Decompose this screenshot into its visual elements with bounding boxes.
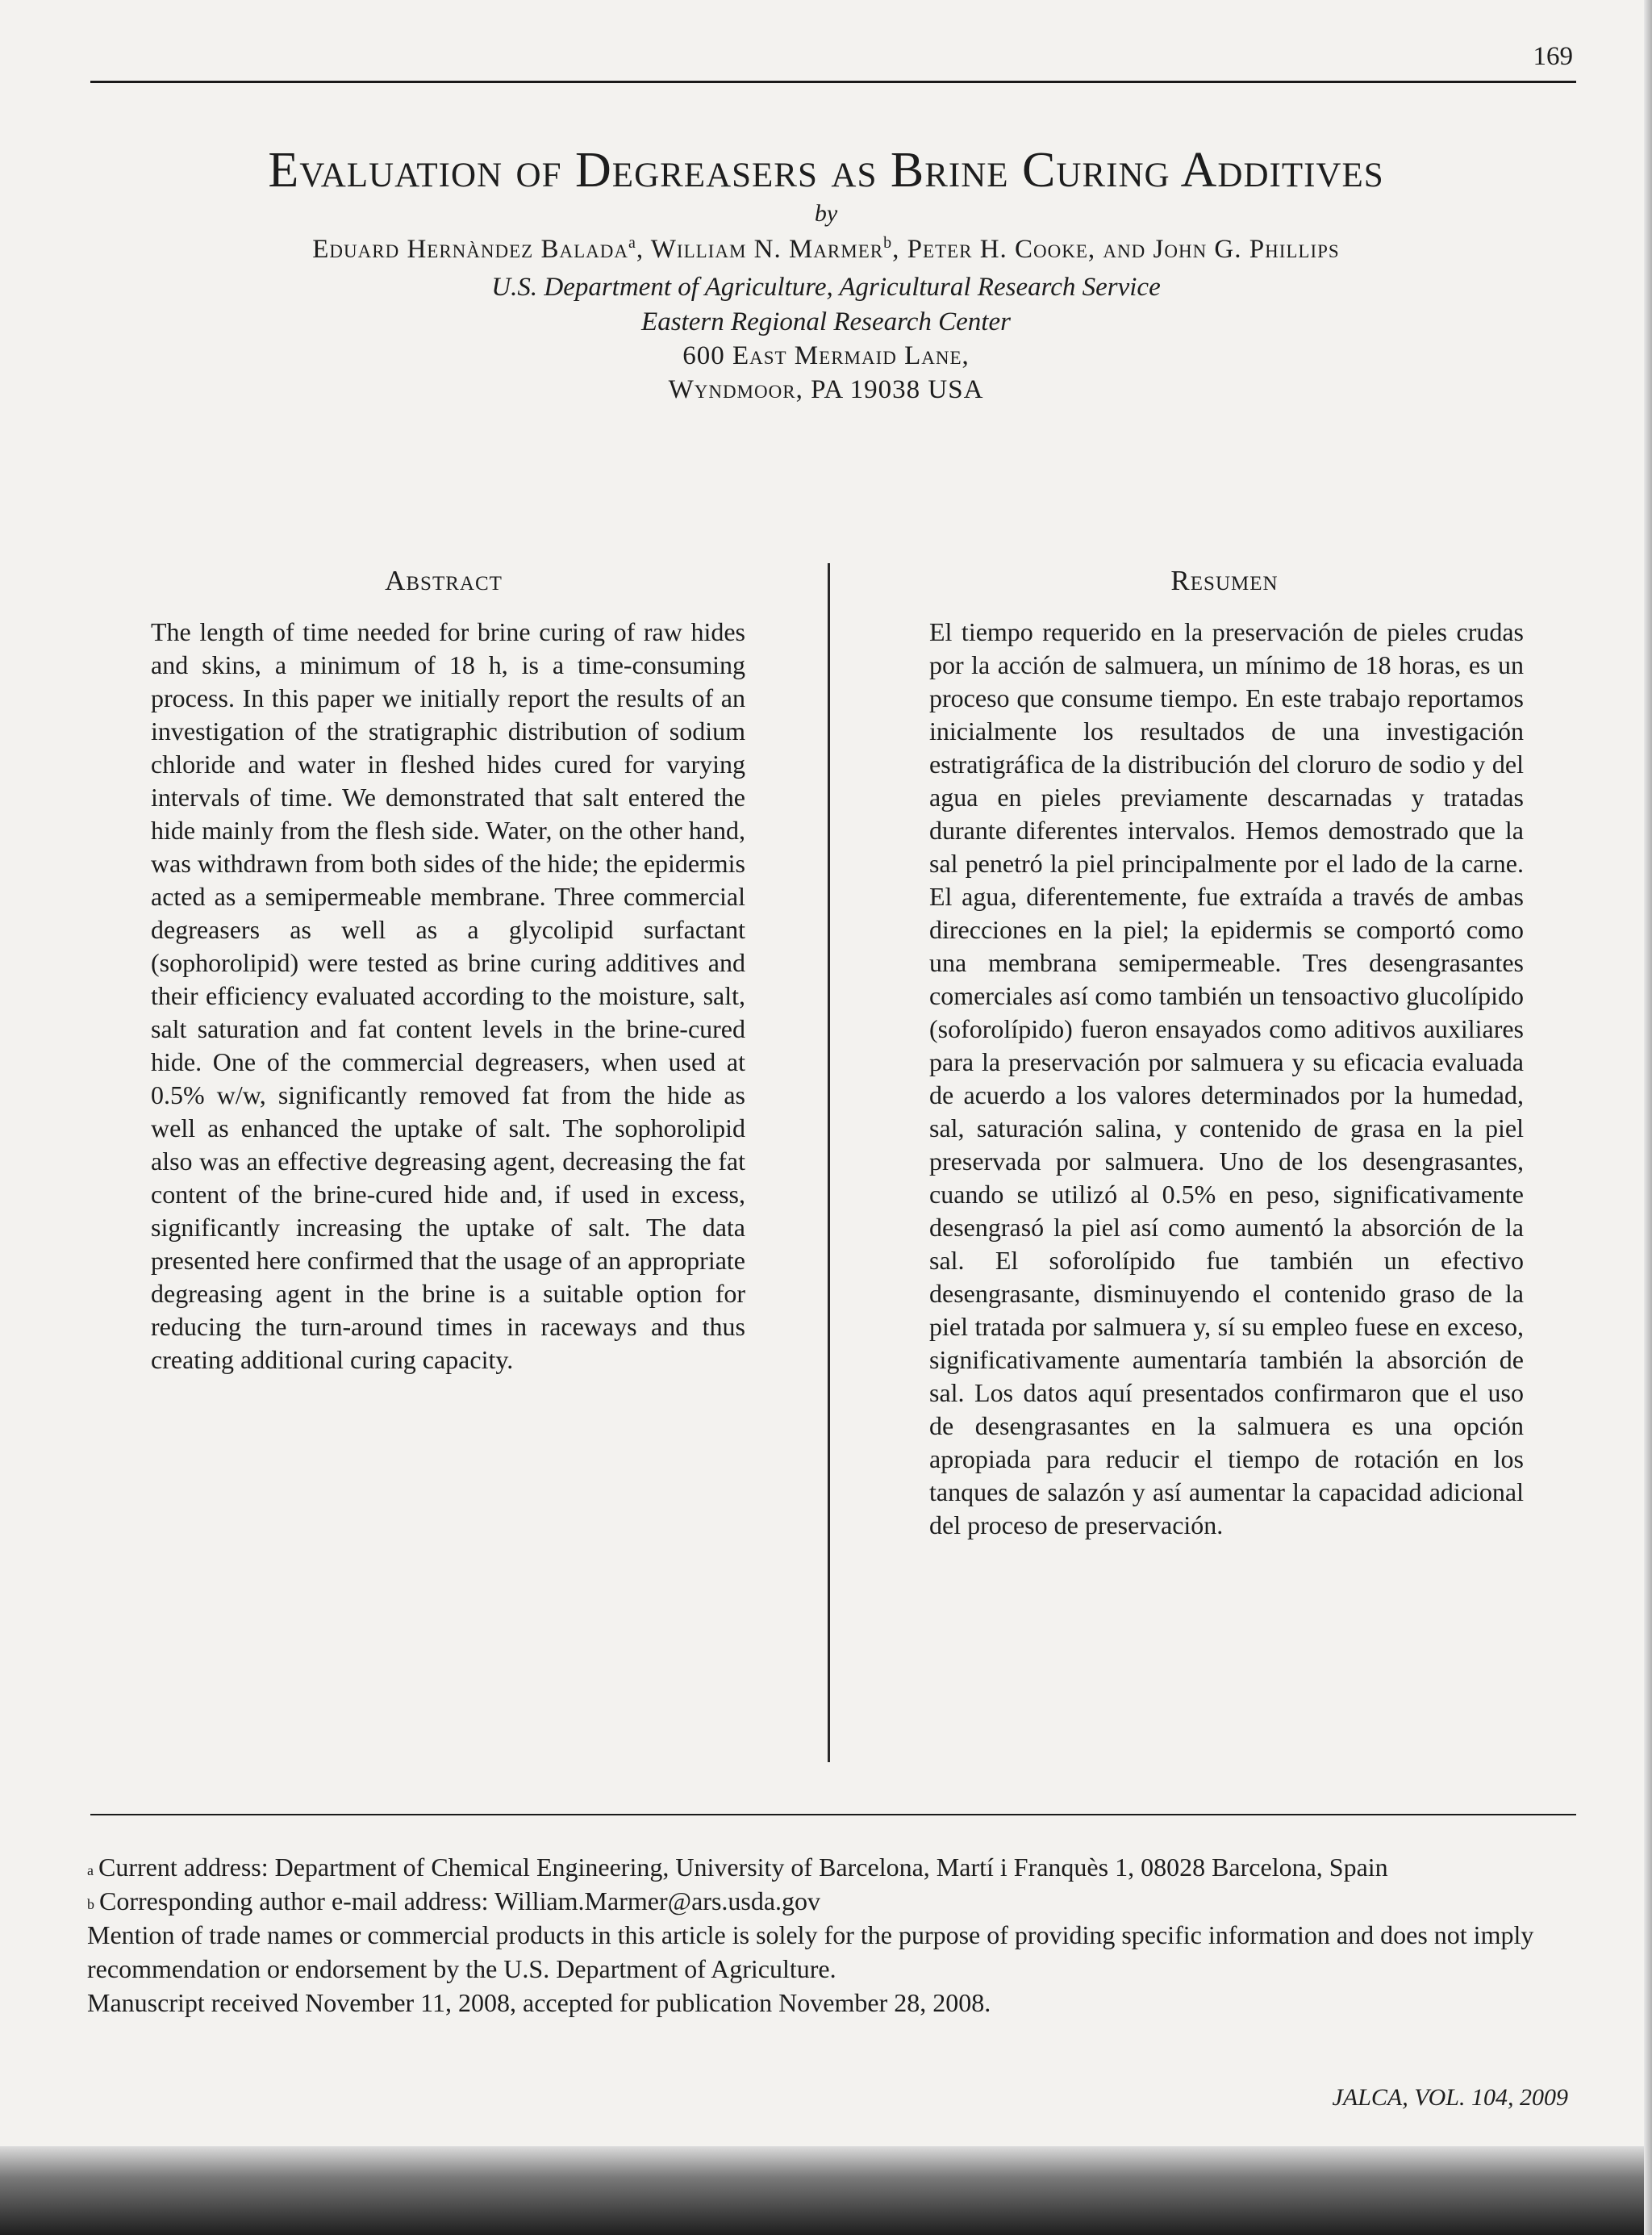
author-superscript: a xyxy=(628,234,636,252)
footnote-mark: a xyxy=(87,1862,94,1878)
affiliation-city: Wyndmoor, PA 19038 USA xyxy=(668,375,984,404)
page-number: 169 xyxy=(1533,42,1573,71)
author-name: William N. Marmer xyxy=(650,235,884,264)
author-separator: , xyxy=(892,235,907,264)
footnote-rule xyxy=(90,1814,1576,1815)
scan-edge xyxy=(1644,0,1652,2235)
abstract-body xyxy=(151,616,745,1377)
author-list xyxy=(0,234,1652,265)
disclaimer-note: Mention of trade names or commercial products in this article is solely for the purpose of providing specific information and does not imply recommendation or endorsement by the U.S. Department of Agriculture. xyxy=(87,1920,1534,1983)
manuscript-dates: Manuscript received November 11, 2008, accepted for publication November 28, 2008. xyxy=(87,1988,991,2017)
byline: by xyxy=(814,200,838,227)
author-superscript: b xyxy=(883,234,893,252)
affiliation-street: 600 East Mermaid Lane, xyxy=(682,341,970,370)
footnote-a xyxy=(87,1850,1563,1884)
author-name: Eduard Hernàndez Balada xyxy=(312,235,628,264)
footnote-text: Corresponding author e-mail address: William.Marmer@ars.usda.gov xyxy=(99,1886,821,1915)
resumen-body xyxy=(929,616,1524,1542)
author-separator: , xyxy=(636,235,651,264)
abstract-heading: Abstract xyxy=(385,565,503,596)
footnote-mark: b xyxy=(87,1896,94,1912)
affiliation-org: U.S. Department of Agriculture, Agricultural Research Service xyxy=(491,273,1161,302)
footnotes xyxy=(87,1850,1563,2020)
footnote-text: Current address: Department of Chemical Engineering, University of Barcelona, Martí i Franquès 1, 08028 Barcelona, Spain xyxy=(98,1853,1388,1882)
abstract-text: The length of time needed for brine curing of raw hides and skins, a minimum of 18 h, is a time-consuming process. In this paper we initially report the results of an investigation of the stratigraphic distribution of sodium chloride and water in fleshed hides cured for varying intervals of time. We demonstrated that salt entered the hide mainly from the flesh side. Water, on the other hand, was withdrawn from both sides of the hide; the epidermis acted as a semipermeable membrane. Three commercial degreasers as well as a glycolipid surfactant (sophorolipid) were tested as brine curing additives and their efficiency evaluated according to the moisture, salt, salt saturation and fat content levels in the brine-cured hide. One of the commercial degreasers, when used at 0.5% w/w, significantly removed fat from the hide as well as enhanced the uptake of salt. The sophorolipid also was an effective degreasing agent, decreasing the fat content of the brine-cured hide and, if used in excess, significantly increasing the uptake of salt. The data presented here confirmed that the usage of an appropriate degreasing agent in the brine is a suitable option for reducing the turn-around times in raceways and thus creating additional curing capacity. xyxy=(151,617,745,1374)
column-divider xyxy=(828,563,830,1762)
scan-shadow xyxy=(0,2146,1652,2235)
header-rule xyxy=(90,81,1576,83)
footnote-b xyxy=(87,1884,1563,1918)
article-title: Evaluation of Degreasers as Brine Curing Additives xyxy=(268,143,1384,198)
journal-reference: JALCA, VOL. 104, 2009 xyxy=(1332,2084,1568,2111)
author-name: Peter H. Cooke, and John G. Phillips xyxy=(907,235,1340,264)
affiliation-center: Eastern Regional Research Center xyxy=(641,307,1011,336)
resumen-heading: Resumen xyxy=(1170,565,1279,596)
resumen-text: El tiempo requerido en la preservación de pieles crudas por la acción de salmuera, un mínimo de 18 horas, es un proceso que consume tiempo. En este trabajo reportamos inicialmente los resultados de una investigación estratigráfica de la distribución del cloruro de sodio y del agua en pieles previamente descarnadas y tratadas durante diferentes intervalos. Hemos demostrado que la sal penetró la piel principalmente por el lado de la carne. El agua, diferentemente, fue extraída a través de ambas direcciones en la piel; la epidermis se comportó como una membrana semipermeable. Tres desengrasantes comerciales así como también un tensoactivo glucolípido (soforolípido) fueron ensayados como aditivos auxiliares para la preservación por salmuera y su eficacia evaluada de acuerdo a los valores determinados por la humedad, sal, saturación salina, y contenido de grasa en la piel preservada por salmuera. Uno de los desengrasantes, cuando se utilizó al 0.5% en peso, significativamente desengrasó la piel así como aumentó la absorción de la sal. El soforolípido fue también un efectivo desengrasante, disminuyendo el contenido graso de la piel tratada por salmuera y, sí su empleo fuese en exceso, significativamente aumentaría también la absorción de sal. Los datos aquí presentados confirmaron que el uso de desengrasantes en la salmuera es una opción apropiada para reducir el tiempo de rotación en los tanques de salazón y así aumentar la capacidad adicional del proceso de preservación. xyxy=(929,617,1524,1539)
